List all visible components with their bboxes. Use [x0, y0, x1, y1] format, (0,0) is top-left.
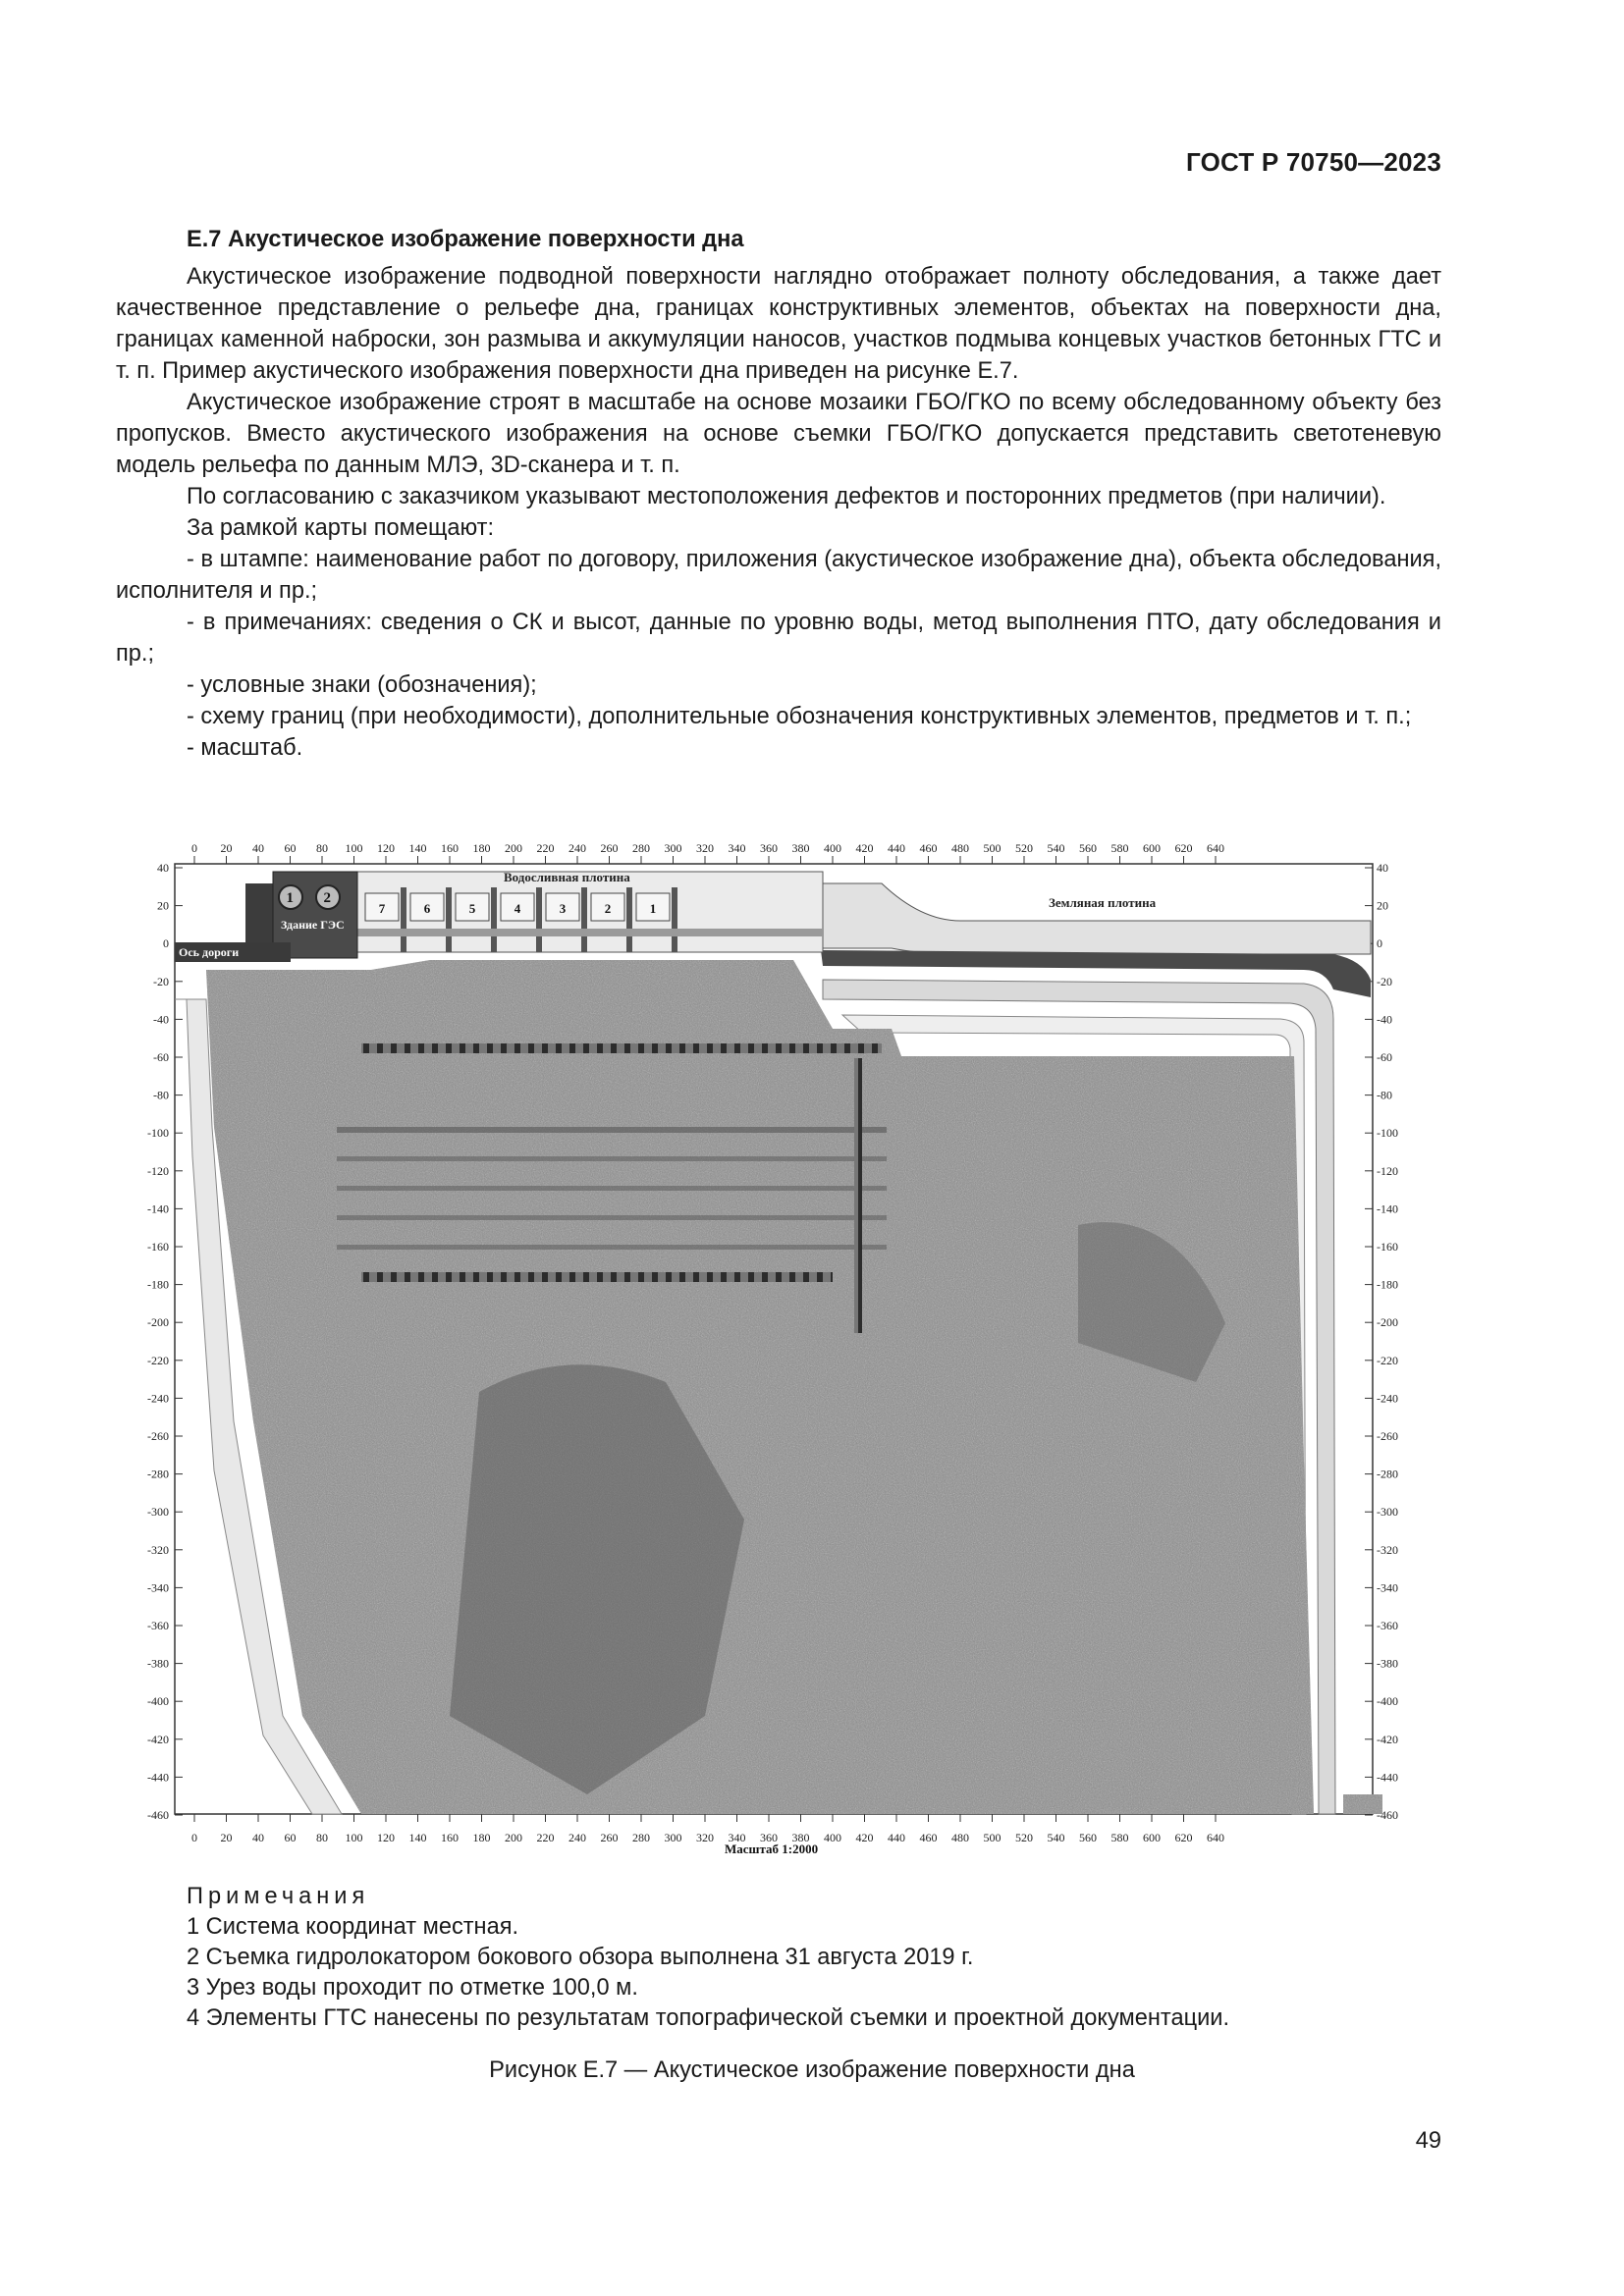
x-tick-label: 640 [1207, 1831, 1224, 1844]
y-tick-label: -400 [147, 1694, 169, 1709]
x-tick-label: 220 [536, 1831, 555, 1844]
x-tick-label: 300 [664, 841, 682, 855]
y-tick-label: -280 [147, 1467, 169, 1481]
spillway-pier [672, 887, 677, 952]
y-tick-label: 0 [163, 936, 169, 951]
spillway-pier [536, 887, 542, 952]
x-tick-label: 140 [408, 1831, 427, 1844]
note-item: 1 Система координат местная. [187, 1914, 519, 1940]
x-tick-label: 120 [377, 841, 395, 855]
x-tick-label: 280 [632, 1831, 650, 1844]
y-tick-label: -200 [1377, 1315, 1398, 1330]
x-tick-label: 240 [568, 841, 586, 855]
y-tick-label: -440 [1377, 1770, 1398, 1785]
note-item: 4 Элементы ГТС нанесены по результатам топографической съемки и проектной документации. [187, 2005, 1230, 2031]
y-tick-label: -140 [1377, 1201, 1398, 1216]
x-tick-label: 220 [536, 841, 555, 855]
list-item: - схему границ (при необходимости), дополнительные обозначения конструктивных элементов, предметов и т. п.; [187, 704, 1412, 729]
spillway-dam-label: Водосливная плотина [504, 870, 630, 884]
paragraph: За рамкой карты помещают: [187, 515, 495, 541]
document-id: ГОСТ Р 70750—2023 [1186, 147, 1441, 177]
y-tick-label: -100 [147, 1126, 169, 1141]
spillway-bay-number: 1 [649, 901, 657, 916]
y-tick-label: 40 [157, 861, 169, 875]
x-tick-label: 400 [824, 1831, 841, 1844]
x-tick-label: 520 [1015, 1831, 1033, 1844]
y-tick-label: -320 [147, 1542, 169, 1557]
paragraph: Акустическое изображение строят в масштабе на основе мозаики ГБО/ГКО по всему обследованному объекту без пропусков. Вместо акустического изображения на основе съемки ГБО/ГКО допускается представить светотеневую модель рельефа по данным МЛЭ, 3D-сканера и т. п. [116, 390, 1441, 478]
y-tick-label: -120 [1377, 1163, 1398, 1178]
x-tick-label: 540 [1047, 841, 1065, 855]
y-tick-label: -80 [153, 1088, 169, 1102]
y-tick-label: -260 [147, 1429, 169, 1443]
unit-1-number: 1 [286, 890, 294, 906]
y-tick-label: -160 [1377, 1240, 1398, 1254]
y-tick-label: -240 [147, 1391, 169, 1406]
x-tick-label: 420 [855, 1831, 874, 1844]
x-tick-label: 180 [472, 841, 491, 855]
y-tick-label: -80 [1377, 1088, 1392, 1102]
y-tick-label: 20 [1377, 898, 1388, 913]
x-tick-label: 480 [951, 1831, 969, 1844]
x-tick-label: 260 [600, 1831, 619, 1844]
y-tick-label: -20 [153, 974, 169, 988]
x-tick-label: 520 [1015, 841, 1033, 855]
x-tick-label: 0 [191, 1831, 197, 1844]
spillway-pier [401, 887, 406, 952]
y-tick-label: -460 [1377, 1808, 1398, 1822]
y-tick-label: -380 [147, 1656, 169, 1671]
x-tick-label: 500 [983, 841, 1001, 855]
note-item: 3 Урез воды проходит по отметке 100,0 м. [187, 1975, 638, 2001]
x-tick-label: 460 [919, 1831, 938, 1844]
y-tick-label: -60 [153, 1050, 169, 1064]
x-tick-label: 580 [1110, 1831, 1129, 1844]
spillway-bay-number: 4 [514, 901, 521, 916]
section-title: Е.7 Акустическое изображение поверхности дна [187, 227, 744, 252]
x-tick-label: 600 [1143, 1831, 1161, 1844]
y-tick-label: -340 [1377, 1580, 1398, 1595]
earth-dam-label: Земляная плотина [1049, 895, 1157, 910]
x-tick-label: 80 [316, 1831, 328, 1844]
x-tick-label: 400 [824, 841, 841, 855]
y-tick-label: -100 [1377, 1126, 1398, 1141]
x-tick-label: 500 [983, 1831, 1001, 1844]
page-number: 49 [1415, 2128, 1441, 2154]
x-tick-label: 60 [284, 841, 297, 855]
acoustic-image-figure [116, 832, 1422, 1863]
list-item: - масштаб. [187, 735, 303, 761]
y-tick-label: -340 [147, 1580, 169, 1595]
hpp-building-label: Здание ГЭС [281, 918, 345, 932]
paragraph: По согласованию с заказчиком указывают местоположения дефектов и посторонних предметов (при наличии). [187, 484, 1386, 509]
y-tick-label: -40 [153, 1012, 169, 1027]
y-tick-label: -260 [1377, 1429, 1398, 1443]
y-tick-label: 20 [157, 898, 169, 913]
x-tick-label: 440 [888, 841, 905, 855]
x-tick-label: 320 [696, 841, 714, 855]
y-tick-label: -360 [147, 1619, 169, 1632]
x-tick-label: 600 [1143, 841, 1161, 855]
x-tick-label: 460 [919, 841, 938, 855]
spillway-bay-number: 7 [378, 901, 386, 916]
y-tick-label: -440 [147, 1770, 169, 1785]
y-tick-label: -300 [1377, 1505, 1398, 1520]
y-tick-label: -220 [1377, 1353, 1398, 1367]
x-tick-label: 360 [760, 841, 778, 855]
x-tick-label: 540 [1047, 1831, 1065, 1844]
x-tick-label: 200 [505, 1831, 522, 1844]
y-tick-label: -140 [147, 1201, 169, 1216]
paragraph: Акустическое изображение подводной поверхности наглядно отображает полноту обследования, а также дает качественное представление о рельефе дна, границах конструктивных элементов, объектах на поверхности дна, границах каменной наброски, зон размыва и аккумуляции наносов, участков подмыва концевых участков бетонных ГТС и т. п. Пример акустического изображения поверхности дна приведен на рисунке Е.7. [116, 264, 1441, 384]
y-tick-label: -280 [1377, 1467, 1398, 1481]
y-tick-label: 40 [1377, 861, 1388, 875]
notes [187, 1882, 1229, 2034]
sonar-mosaic [175, 950, 1382, 1824]
list-item: - в штампе: наименование работ по договору, приложения (акустическое изображение дна), объекта обследования, исполнителя и пр.; [116, 547, 1441, 604]
x-tick-label: 80 [316, 841, 328, 855]
x-tick-label: 40 [252, 841, 264, 855]
y-tick-label: -40 [1377, 1012, 1392, 1027]
spillway-bay-number: 5 [468, 901, 476, 916]
y-tick-label: -200 [147, 1315, 169, 1330]
x-tick-label: 260 [600, 841, 619, 855]
y-tick-label: -460 [147, 1808, 169, 1822]
y-tick-label: -300 [147, 1505, 169, 1520]
x-tick-label: 380 [791, 1831, 810, 1844]
road-axis-label: Ось дороги [179, 945, 240, 959]
x-tick-label: 560 [1079, 841, 1097, 855]
y-tick-label: -160 [147, 1240, 169, 1254]
x-tick-label: 180 [472, 1831, 491, 1844]
spillway-pier [446, 887, 452, 952]
y-tick-label: -420 [1377, 1732, 1398, 1746]
spillway-pier [491, 887, 497, 952]
x-tick-label: 160 [441, 841, 459, 855]
x-tick-label: 340 [728, 841, 746, 855]
spillway-pier [581, 887, 587, 952]
x-tick-label: 420 [855, 841, 874, 855]
x-tick-label: 200 [505, 841, 522, 855]
scale-label: Масштаб 1:2000 [725, 1842, 819, 1856]
y-tick-label: -20 [1377, 974, 1392, 988]
y-tick-label: -240 [1377, 1391, 1398, 1406]
note-item: 2 Съемка гидролокатором бокового обзора выполнена 31 августа 2019 г. [187, 1945, 974, 1970]
y-tick-label: -60 [1377, 1050, 1392, 1064]
spillway-pier [626, 887, 632, 952]
y-tick-label: 0 [1377, 936, 1382, 951]
x-tick-label: 0 [191, 841, 197, 855]
body-text [116, 224, 1441, 764]
y-tick-label: -420 [147, 1732, 169, 1746]
x-tick-label: 60 [284, 1831, 297, 1844]
x-tick-label: 280 [632, 841, 650, 855]
x-tick-label: 120 [377, 1831, 395, 1844]
x-tick-label: 40 [252, 1831, 264, 1844]
y-tick-label: -120 [147, 1163, 169, 1178]
x-tick-label: 100 [345, 841, 363, 855]
x-tick-label: 320 [696, 1831, 714, 1844]
y-tick-label: -400 [1377, 1694, 1398, 1709]
x-tick-label: 140 [408, 841, 427, 855]
x-tick-label: 240 [568, 1831, 586, 1844]
x-tick-label: 380 [791, 841, 810, 855]
x-tick-label: 640 [1207, 841, 1224, 855]
sonar-map [116, 832, 1422, 1863]
x-tick-label: 20 [220, 841, 233, 855]
x-tick-label: 620 [1174, 1831, 1193, 1844]
y-tick-label: -360 [1377, 1619, 1398, 1632]
spillway-bay-number: 3 [559, 901, 567, 916]
spillway-bay-number: 6 [423, 901, 431, 916]
figure-caption: Рисунок Е.7 — Акустическое изображение поверхности дна [489, 2057, 1135, 2083]
y-tick-label: -320 [1377, 1542, 1398, 1557]
x-tick-label: 300 [664, 1831, 682, 1844]
x-tick-label: 440 [888, 1831, 905, 1844]
x-tick-label: 580 [1110, 841, 1129, 855]
y-tick-label: -180 [147, 1277, 169, 1292]
x-tick-label: 340 [728, 1831, 746, 1844]
list-item: - условные знаки (обозначения); [187, 672, 537, 698]
x-tick-label: 160 [441, 1831, 459, 1844]
unit-2-number: 2 [323, 890, 331, 906]
spillway-bay-number: 2 [604, 901, 612, 916]
y-tick-label: -220 [147, 1353, 169, 1367]
x-tick-label: 560 [1079, 1831, 1097, 1844]
x-tick-label: 20 [220, 1831, 233, 1844]
y-tick-label: -380 [1377, 1656, 1398, 1671]
x-tick-label: 100 [345, 1831, 363, 1844]
list-item: - в примечаниях: сведения о СК и высот, данные по уровню воды, метод выполнения ПТО, дату обследования и пр.; [116, 610, 1441, 667]
notes-title: Примечания [187, 1884, 370, 1909]
x-tick-label: 620 [1174, 841, 1193, 855]
y-tick-label: -180 [1377, 1277, 1398, 1292]
x-tick-label: 360 [760, 1831, 778, 1844]
x-tick-label: 480 [951, 841, 969, 855]
